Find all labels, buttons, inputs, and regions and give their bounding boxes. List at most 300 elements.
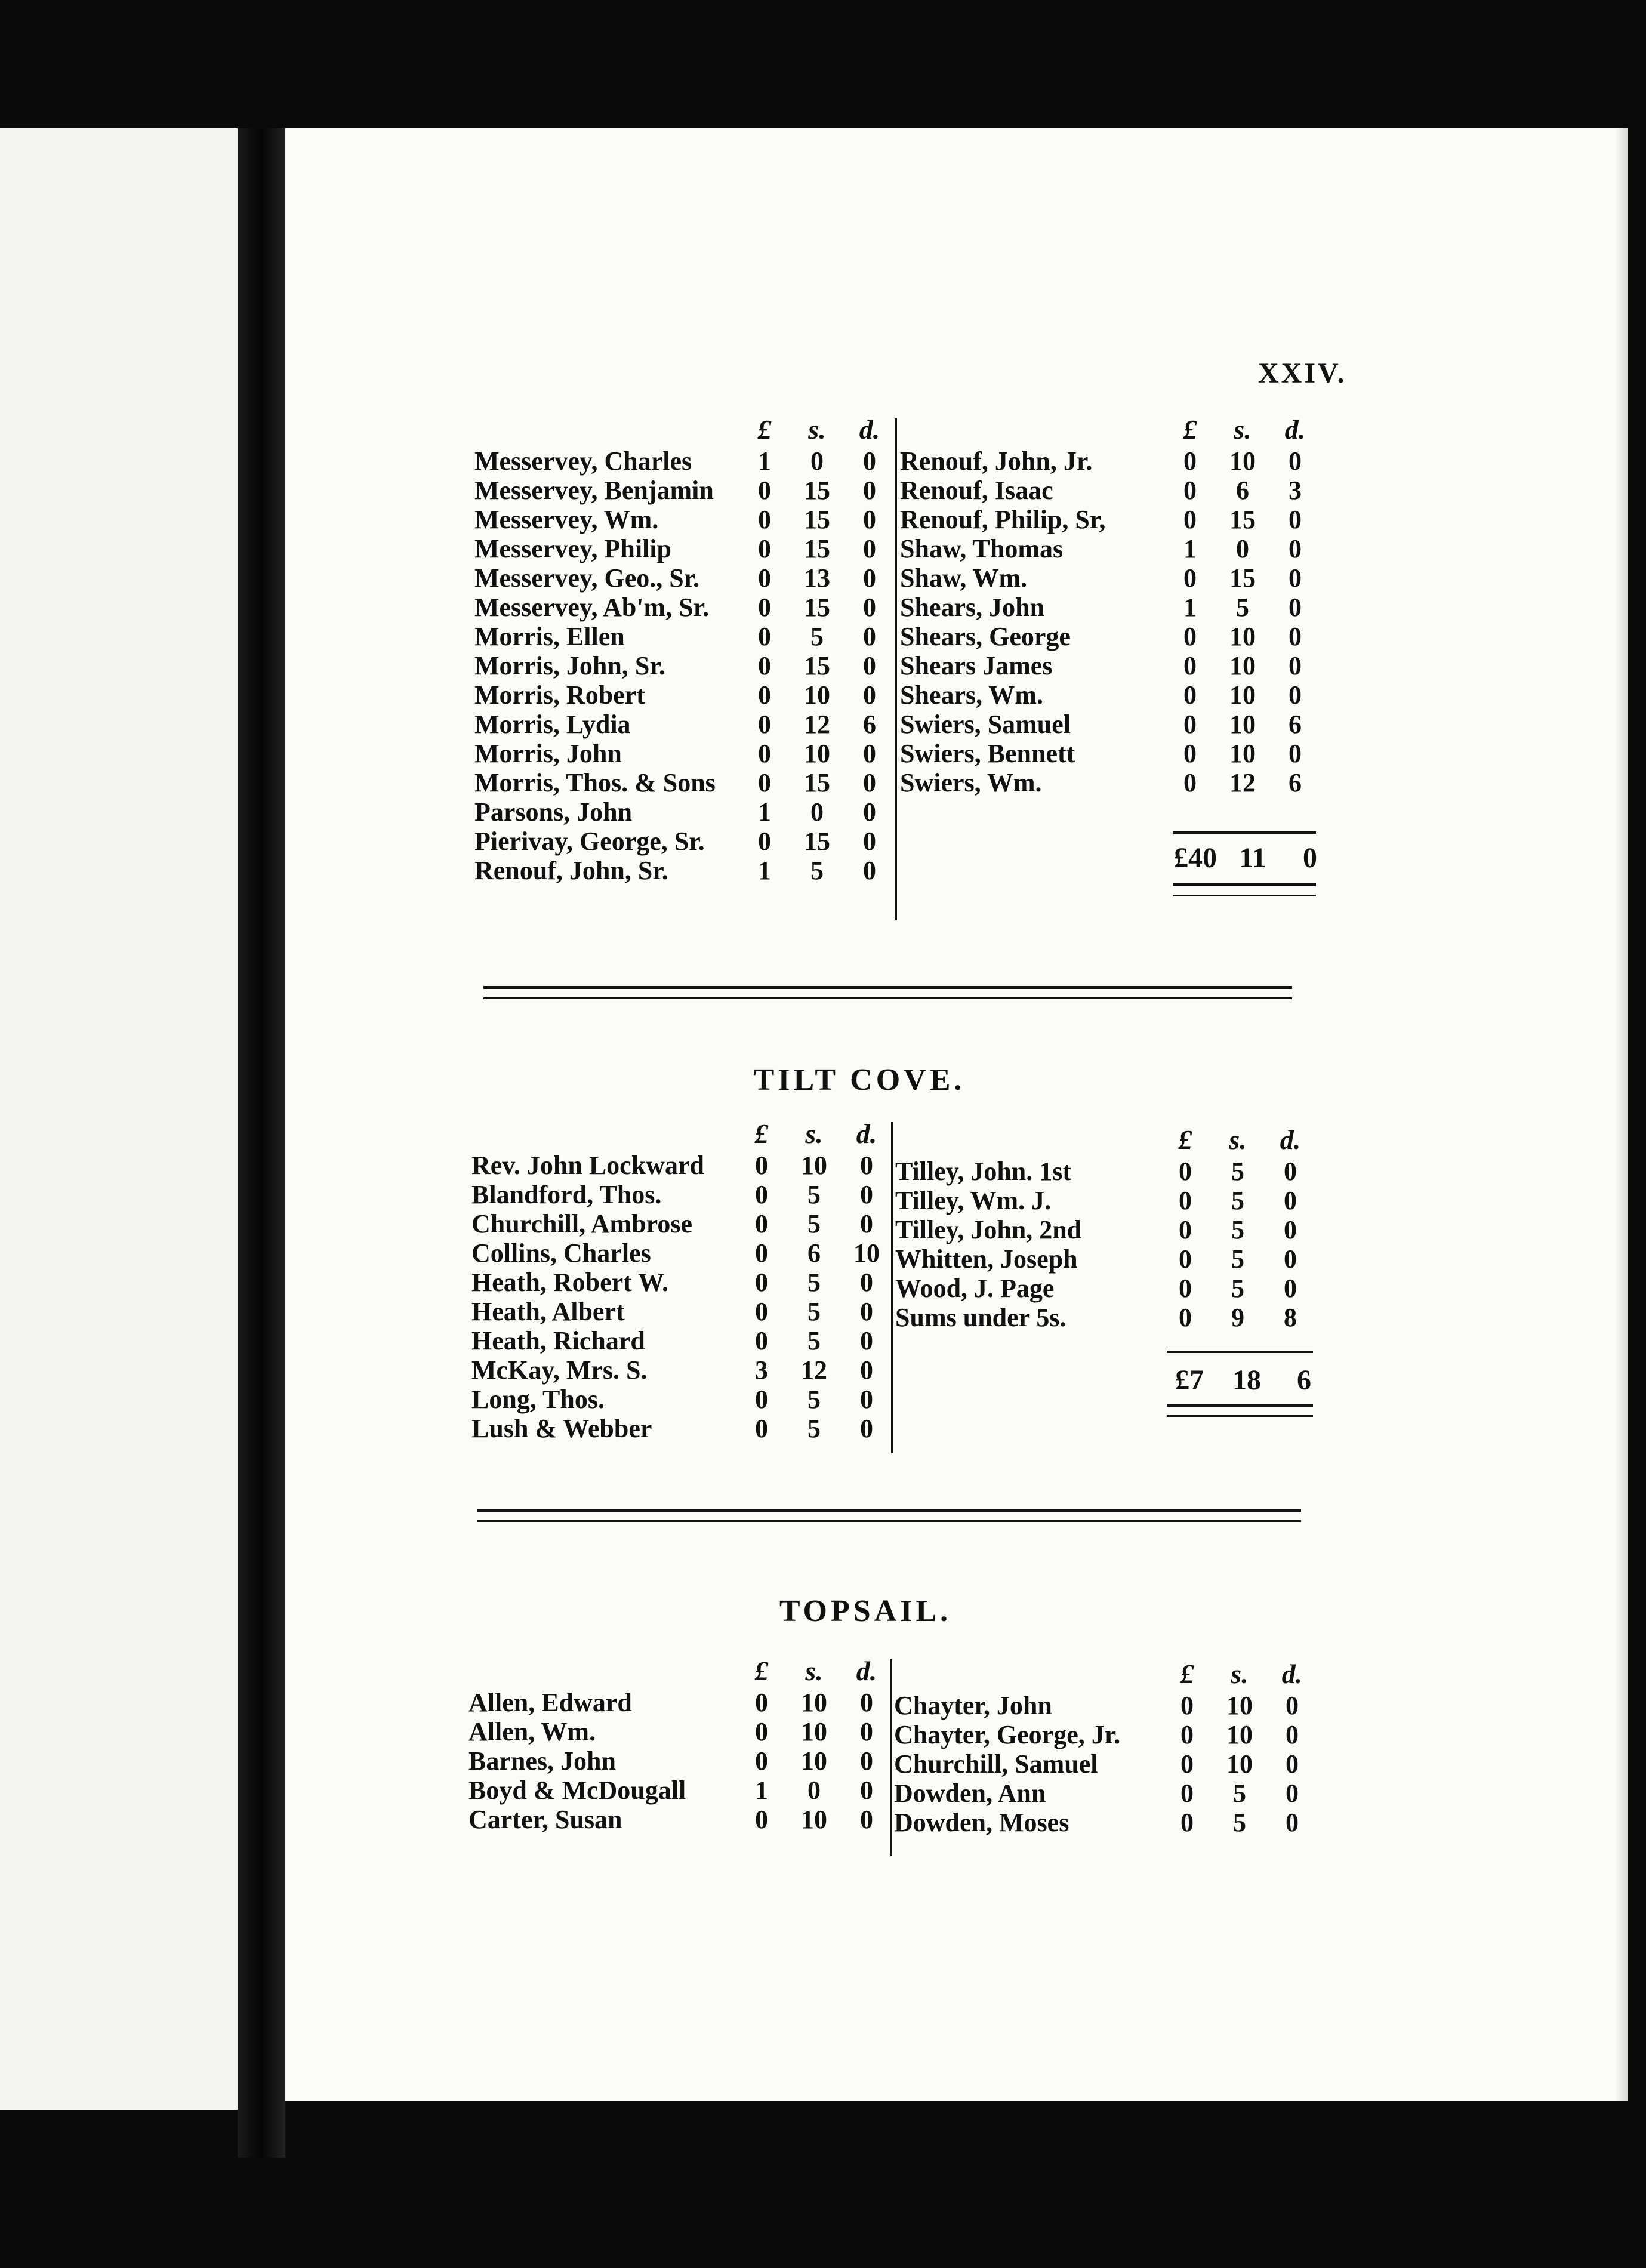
section-divider — [483, 986, 1292, 999]
ledger-row — [474, 505, 892, 534]
section2-total — [1161, 1364, 1333, 1397]
shillings-value: 0 — [1236, 534, 1249, 563]
ledger-row — [474, 710, 892, 739]
ledger-row — [471, 1180, 889, 1209]
ledger-row — [474, 768, 892, 797]
subscriber-name: Tilley, John, 2nd — [895, 1215, 1082, 1244]
pence-value: 0 — [863, 856, 876, 885]
pence-value: 0 — [1289, 534, 1302, 563]
total-shillings: 18 — [1232, 1364, 1261, 1396]
pence-value: 0 — [860, 1717, 873, 1746]
shillings-value: 10 — [1226, 1720, 1253, 1749]
section1-total — [1167, 842, 1339, 874]
pence-value: 0 — [1289, 622, 1302, 651]
pounds-value: 0 — [758, 505, 771, 534]
shillings-value: 0 — [810, 797, 824, 827]
page-edge — [1615, 128, 1628, 2101]
pounds-header: £ — [754, 1118, 769, 1149]
pounds-value: 0 — [758, 534, 771, 563]
pounds-value: 0 — [1179, 1274, 1192, 1303]
section3-right-rows — [894, 1691, 1315, 1837]
pounds-value: 1 — [758, 856, 771, 885]
total-rule-top — [1167, 1351, 1313, 1353]
ledger-row — [895, 1186, 1313, 1215]
subscriber-name: Messervey, Wm. — [474, 505, 659, 534]
pounds-value: 0 — [755, 1688, 768, 1717]
shillings-value: 5 — [807, 1209, 821, 1238]
ledger-row — [900, 710, 1318, 739]
pence-value: 0 — [863, 768, 876, 797]
ledger-row — [474, 446, 892, 476]
subscriber-name: Wood, J. Page — [895, 1274, 1055, 1303]
subscriber-name: Rev. John Lockward — [471, 1151, 704, 1180]
section1-right-column — [900, 412, 1318, 797]
ledger-row — [468, 1746, 889, 1776]
column-header — [468, 1653, 889, 1688]
pounds-value: 0 — [1179, 1244, 1192, 1274]
shillings-value: 5 — [1231, 1215, 1244, 1244]
pence-value: 0 — [863, 563, 876, 593]
pounds-value: 0 — [1179, 1303, 1192, 1332]
subscriber-name: Churchill, Samuel — [894, 1749, 1098, 1779]
shillings-header: s. — [805, 1118, 823, 1149]
pence-value: 0 — [1289, 563, 1302, 593]
shillings-header: s. — [1234, 414, 1252, 445]
total-pounds: £40 — [1174, 842, 1217, 874]
shillings-value: 10 — [801, 1151, 827, 1180]
pence-value: 0 — [1289, 680, 1302, 710]
ledger-row — [471, 1326, 889, 1355]
pence-value: 0 — [863, 622, 876, 651]
pounds-value: 0 — [755, 1414, 768, 1443]
ledger-row — [474, 739, 892, 768]
pence-header: d. — [856, 1118, 877, 1149]
ledger-row — [900, 739, 1318, 768]
subscriber-name: Morris, Ellen — [474, 622, 625, 651]
section-title-topsail: TOPSAIL. — [779, 1594, 952, 1628]
pounds-value: 1 — [755, 1776, 768, 1805]
section3-left-column — [468, 1653, 889, 1834]
section3-left-rows — [468, 1688, 889, 1834]
ledger-row — [471, 1385, 889, 1414]
section2-right-rows — [895, 1157, 1313, 1332]
pence-header: d. — [1284, 414, 1306, 445]
pounds-value: 0 — [755, 1746, 768, 1776]
total-pounds: £7 — [1175, 1364, 1204, 1396]
pence-value: 0 — [863, 651, 876, 680]
total-pence: 0 — [1303, 842, 1317, 874]
ledger-row — [900, 446, 1318, 476]
column-header — [474, 412, 892, 446]
pence-header: d. — [1281, 1658, 1303, 1689]
subscriber-name: Shears James — [900, 651, 1053, 680]
pounds-value: 0 — [755, 1717, 768, 1746]
column-header — [894, 1656, 1315, 1691]
subscriber-name: Messervey, Ab'm, Sr. — [474, 593, 710, 622]
subscriber-name: Allen, Wm. — [468, 1717, 596, 1746]
pence-value: 0 — [863, 505, 876, 534]
subscriber-name: Morris, John, Sr. — [474, 651, 665, 680]
shillings-value: 15 — [804, 593, 830, 622]
ledger-row — [474, 856, 892, 885]
subscriber-name: Churchill, Ambrose — [471, 1209, 692, 1238]
pence-value: 0 — [860, 1414, 873, 1443]
subscriber-name: Collins, Charles — [471, 1238, 651, 1268]
pence-value: 6 — [863, 710, 876, 739]
column-header — [471, 1116, 889, 1151]
subscriber-name: Tilley, John. 1st — [895, 1157, 1072, 1186]
subscriber-name: Shears, George — [900, 622, 1071, 651]
subscriber-name: Swiers, Bennett — [900, 739, 1075, 768]
ledger-row — [900, 563, 1318, 593]
ledger-row — [895, 1215, 1313, 1244]
section2-left-rows — [471, 1151, 889, 1443]
shillings-value: 6 — [1236, 476, 1249, 505]
pence-value: 0 — [1289, 651, 1302, 680]
ledger-row — [895, 1303, 1313, 1332]
subscriber-name: Morris, Thos. & Sons — [474, 768, 716, 797]
pounds-value: 0 — [1183, 476, 1197, 505]
subscriber-name: Barnes, John — [468, 1746, 616, 1776]
pence-value: 0 — [863, 827, 876, 856]
pounds-value: 0 — [1180, 1779, 1194, 1808]
pence-value: 0 — [860, 1268, 873, 1297]
total-rule-bottom — [1173, 883, 1316, 896]
shillings-value: 10 — [1226, 1691, 1253, 1720]
facing-page — [0, 128, 238, 2110]
pence-value: 0 — [1289, 505, 1302, 534]
shillings-value: 5 — [1231, 1274, 1244, 1303]
pence-value: 0 — [863, 593, 876, 622]
ledger-row — [900, 593, 1318, 622]
pounds-value: 0 — [755, 1151, 768, 1180]
pounds-value: 0 — [758, 768, 771, 797]
ledger-row — [474, 476, 892, 505]
pence-value: 0 — [860, 1688, 873, 1717]
pence-value: 0 — [1284, 1244, 1297, 1274]
shillings-value: 5 — [807, 1385, 821, 1414]
pounds-value: 0 — [1183, 710, 1197, 739]
ledger-row — [474, 680, 892, 710]
pounds-value: 0 — [1183, 739, 1197, 768]
subscriber-name: Shaw, Thomas — [900, 534, 1064, 563]
shillings-value: 10 — [1229, 680, 1256, 710]
ledger-row — [474, 534, 892, 563]
pounds-value: 0 — [1180, 1808, 1194, 1837]
pounds-value: 0 — [755, 1326, 768, 1355]
shillings-value: 10 — [1229, 622, 1256, 651]
subscriber-name: Sums under 5s. — [895, 1303, 1066, 1332]
shillings-value: 6 — [807, 1238, 821, 1268]
subscriber-name: Shears, Wm. — [900, 680, 1043, 710]
pounds-header: £ — [754, 1655, 769, 1686]
pence-value: 3 — [1289, 476, 1302, 505]
pence-value: 0 — [860, 1746, 873, 1776]
pounds-value: 0 — [755, 1297, 768, 1326]
ledger-row — [471, 1238, 889, 1268]
subscriber-name: Renouf, John, Sr. — [474, 856, 668, 885]
shillings-value: 12 — [804, 710, 830, 739]
ledger-row — [474, 651, 892, 680]
shillings-value: 10 — [804, 739, 830, 768]
pounds-value: 0 — [1180, 1749, 1194, 1779]
shillings-value: 10 — [801, 1805, 827, 1834]
pounds-value: 0 — [755, 1268, 768, 1297]
subscriber-name: Heath, Robert W. — [471, 1268, 668, 1297]
subscriber-name: Tilley, Wm. J. — [895, 1186, 1052, 1215]
shillings-header: s. — [1231, 1658, 1249, 1689]
subscriber-name: Heath, Albert — [471, 1297, 625, 1326]
ledger-row — [471, 1414, 889, 1443]
pounds-value: 0 — [1183, 622, 1197, 651]
ledger-row — [900, 505, 1318, 534]
ledger-row — [900, 476, 1318, 505]
pence-value: 0 — [1284, 1274, 1297, 1303]
pounds-value: 0 — [1183, 768, 1197, 797]
pence-value: 8 — [1284, 1303, 1297, 1332]
pence-value: 0 — [1284, 1215, 1297, 1244]
ledger-row — [894, 1749, 1315, 1779]
shillings-value: 5 — [810, 622, 824, 651]
subscriber-name: Morris, John — [474, 739, 622, 768]
pence-value: 0 — [1289, 593, 1302, 622]
pounds-value: 0 — [1183, 505, 1197, 534]
ledger-row — [474, 622, 892, 651]
column-divider — [890, 1659, 892, 1856]
shillings-value: 15 — [804, 768, 830, 797]
pence-value: 0 — [1286, 1779, 1299, 1808]
pence-value: 0 — [863, 446, 876, 476]
subscriber-name: Renouf, John, Jr. — [900, 446, 1093, 476]
ledger-row — [895, 1244, 1313, 1274]
ledger-row — [474, 593, 892, 622]
subscriber-name: Blandford, Thos. — [471, 1180, 662, 1209]
subscriber-name: Messervey, Geo., Sr. — [474, 563, 700, 593]
total-rule-top — [1173, 831, 1316, 834]
shillings-value: 10 — [804, 680, 830, 710]
pounds-value: 0 — [758, 680, 771, 710]
shillings-value: 15 — [1229, 505, 1256, 534]
shillings-value: 12 — [801, 1355, 827, 1385]
pence-value: 0 — [860, 1385, 873, 1414]
pounds-value: 0 — [758, 593, 771, 622]
pence-value: 0 — [1286, 1749, 1299, 1779]
pounds-value: 0 — [758, 651, 771, 680]
subscriber-name: Lush & Webber — [471, 1414, 652, 1443]
shillings-value: 5 — [807, 1180, 821, 1209]
ledger-row — [468, 1688, 889, 1717]
subscriber-name: Morris, Lydia — [474, 710, 631, 739]
pence-value: 0 — [1284, 1157, 1297, 1186]
pounds-value: 0 — [1179, 1215, 1192, 1244]
subscriber-name: Carter, Susan — [468, 1805, 622, 1834]
ledger-row — [894, 1691, 1315, 1720]
ledger-row — [900, 651, 1318, 680]
page-gutter — [238, 128, 285, 2158]
shillings-value: 15 — [804, 534, 830, 563]
pence-value: 6 — [1289, 710, 1302, 739]
pence-value: 0 — [863, 534, 876, 563]
pence-value: 0 — [860, 1180, 873, 1209]
pounds-value: 0 — [1180, 1720, 1194, 1749]
pounds-value: 1 — [1183, 534, 1197, 563]
ledger-row — [468, 1805, 889, 1834]
pence-value: 0 — [1286, 1808, 1299, 1837]
ledger-row — [895, 1157, 1313, 1186]
section-title-tilt-cove: TILT COVE. — [753, 1063, 966, 1097]
ledger-row — [471, 1209, 889, 1238]
shillings-value: 10 — [1229, 651, 1256, 680]
pounds-value: 3 — [755, 1355, 768, 1385]
ledger-row — [474, 563, 892, 593]
shillings-value: 15 — [804, 827, 830, 856]
shillings-value: 5 — [1231, 1186, 1244, 1215]
shillings-value: 5 — [807, 1297, 821, 1326]
subscriber-name: Boyd & McDougall — [468, 1776, 686, 1805]
shillings-header: s. — [805, 1655, 823, 1686]
ledger-row — [895, 1274, 1313, 1303]
ledger-row — [894, 1779, 1315, 1808]
pence-value: 6 — [1289, 768, 1302, 797]
pence-value: 0 — [860, 1151, 873, 1180]
ledger-row — [474, 827, 892, 856]
subscriber-name: Dowden, Ann — [894, 1779, 1046, 1808]
subscriber-name: Renouf, Isaac — [900, 476, 1053, 505]
column-header — [895, 1122, 1313, 1157]
pence-value: 0 — [863, 739, 876, 768]
ledger-row — [894, 1808, 1315, 1837]
pounds-value: 0 — [758, 563, 771, 593]
pounds-value: 0 — [1179, 1186, 1192, 1215]
pounds-value: 0 — [755, 1805, 768, 1834]
pence-value: 0 — [1289, 446, 1302, 476]
shillings-value: 0 — [807, 1776, 821, 1805]
pounds-header: £ — [1183, 414, 1197, 445]
subscriber-name: Parsons, John — [474, 797, 633, 827]
subscriber-name: Dowden, Moses — [894, 1808, 1069, 1837]
pence-value: 0 — [863, 680, 876, 710]
pounds-value: 0 — [1179, 1157, 1192, 1186]
page-number: XXIV. — [1258, 358, 1347, 389]
total-pence: 6 — [1297, 1364, 1311, 1396]
subscriber-name: Renouf, Philip, Sr, — [900, 505, 1106, 534]
column-divider — [891, 1122, 893, 1453]
pounds-value: 0 — [1180, 1691, 1194, 1720]
ledger-row — [471, 1297, 889, 1326]
shillings-value: 10 — [1229, 446, 1256, 476]
column-header — [900, 412, 1318, 446]
section2-left-column — [471, 1116, 889, 1443]
ledger-row — [900, 534, 1318, 563]
section1-right-rows — [900, 446, 1318, 797]
pounds-header: £ — [757, 414, 772, 445]
shillings-header: s. — [808, 414, 826, 445]
subscriber-name: Allen, Edward — [468, 1688, 632, 1717]
subscriber-name: Messervey, Philip — [474, 534, 671, 563]
section2-right-column — [895, 1122, 1313, 1332]
subscriber-name: Messervey, Charles — [474, 446, 692, 476]
ledger-row — [471, 1268, 889, 1297]
pence-value: 10 — [853, 1238, 880, 1268]
subscriber-name: Heath, Richard — [471, 1326, 645, 1355]
pounds-value: 0 — [758, 476, 771, 505]
pounds-value: 1 — [758, 797, 771, 827]
shillings-value: 10 — [801, 1717, 827, 1746]
pence-value: 0 — [1289, 739, 1302, 768]
shillings-value: 15 — [804, 505, 830, 534]
subscriber-name: Chayter, George, Jr. — [894, 1720, 1121, 1749]
pounds-value: 0 — [755, 1238, 768, 1268]
pence-value: 0 — [1286, 1691, 1299, 1720]
ledger-row — [471, 1355, 889, 1385]
shillings-value: 10 — [1229, 739, 1256, 768]
pence-value: 0 — [860, 1326, 873, 1355]
pence-header: d. — [859, 414, 880, 445]
section3-right-column — [894, 1656, 1315, 1837]
pounds-value: 0 — [1183, 680, 1197, 710]
pence-value: 0 — [1284, 1186, 1297, 1215]
ledger-row — [900, 768, 1318, 797]
ledger-row — [468, 1717, 889, 1746]
subscriber-name: Pierivay, George, Sr. — [474, 827, 705, 856]
subscriber-name: Messervey, Benjamin — [474, 476, 714, 505]
subscriber-name: Chayter, John — [894, 1691, 1052, 1720]
shillings-value: 5 — [1233, 1779, 1246, 1808]
pounds-header: £ — [1178, 1124, 1192, 1155]
subscriber-name: Long, Thos. — [471, 1385, 605, 1414]
shillings-value: 5 — [1236, 593, 1249, 622]
pounds-value: 0 — [758, 827, 771, 856]
shillings-value: 13 — [804, 563, 830, 593]
subscriber-name: Shaw, Wm. — [900, 563, 1028, 593]
section-divider — [477, 1509, 1301, 1522]
pounds-header: £ — [1180, 1658, 1194, 1689]
subscriber-name: Whitten, Joseph — [895, 1244, 1078, 1274]
ledger-row — [894, 1720, 1315, 1749]
shillings-value: 12 — [1229, 768, 1256, 797]
pounds-value: 1 — [758, 446, 771, 476]
ledger-row — [471, 1151, 889, 1180]
shillings-value: 5 — [807, 1414, 821, 1443]
pence-value: 0 — [860, 1355, 873, 1385]
shillings-value: 10 — [801, 1746, 827, 1776]
pounds-value: 0 — [1183, 446, 1197, 476]
pence-value: 0 — [860, 1776, 873, 1805]
pence-value: 0 — [863, 797, 876, 827]
ledger-row — [900, 622, 1318, 651]
subscriber-name: Morris, Robert — [474, 680, 645, 710]
shillings-value: 15 — [804, 651, 830, 680]
pence-header: d. — [1280, 1124, 1301, 1155]
pounds-value: 0 — [755, 1180, 768, 1209]
subscriber-name: Swiers, Wm. — [900, 768, 1042, 797]
pounds-value: 0 — [1183, 563, 1197, 593]
total-shillings: 11 — [1239, 842, 1266, 874]
shillings-value: 5 — [1231, 1157, 1244, 1186]
total-rule-bottom — [1167, 1404, 1313, 1417]
pence-value: 0 — [863, 476, 876, 505]
pounds-value: 1 — [1183, 593, 1197, 622]
section1-left-rows — [474, 446, 892, 885]
subscriber-name: Shears, John — [900, 593, 1045, 622]
ledger-row — [900, 680, 1318, 710]
ledger-row — [474, 797, 892, 827]
subscriber-name: McKay, Mrs. S. — [471, 1355, 648, 1385]
shillings-value: 15 — [804, 476, 830, 505]
shillings-value: 5 — [807, 1326, 821, 1355]
pounds-value: 0 — [758, 739, 771, 768]
pence-value: 0 — [1286, 1720, 1299, 1749]
